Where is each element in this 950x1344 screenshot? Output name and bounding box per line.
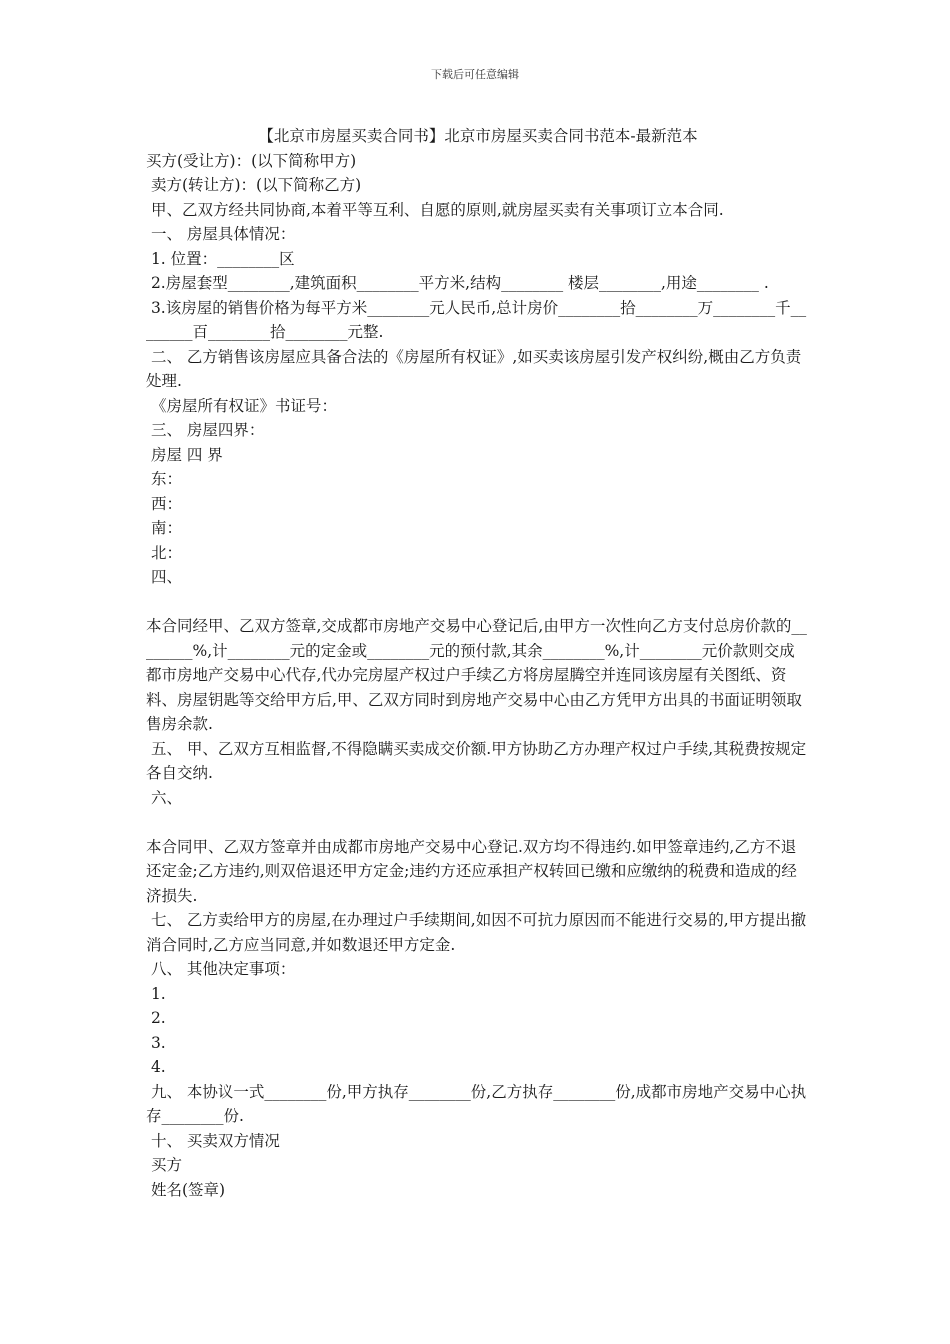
contract-line: 4. <box>146 1058 166 1076</box>
contract-line: 3. <box>146 1033 166 1052</box>
blank-line <box>146 810 810 835</box>
contract-line: 六、 <box>146 788 182 807</box>
contract-line: 西： <box>146 494 182 513</box>
contract-line: 1. <box>146 984 166 1003</box>
contract-line: 北： <box>146 543 182 562</box>
contract-line: 买方 <box>146 1156 182 1174</box>
contract-line: 3.该房屋的销售价格为每平方米________元人民币,总计房价________拾________万________千________百________拾________元整. <box>146 298 807 341</box>
contract-line: 房屋 四 界 <box>146 445 223 464</box>
contract-line: 七、 乙方卖给甲方的房屋,在办理过户手续期间,如因不可抗力原因而不能进行交易的,甲方提出撤消合同时,乙方应当同意,并如数退还甲方定金. <box>146 911 807 954</box>
page-header: 下载后可任意编辑 <box>431 68 519 81</box>
contract-line: 三、 房屋四界： <box>146 421 265 439</box>
contract-line: 南： <box>146 519 182 537</box>
contract-body <box>146 124 810 1202</box>
contract-line: 甲、乙双方经共同协商,本着平等互利、自愿的原则,就房屋买卖有关事项订立本合同. <box>146 200 724 219</box>
contract-line: 十、 买卖双方情况 <box>146 1131 280 1150</box>
contract-line: 四、 <box>146 568 182 586</box>
contract-line: 五、 甲、乙双方互相监督,不得隐瞒买卖成交价额.甲方协助乙方办理产权过户手续,其税费按规定各自交纳. <box>146 739 807 782</box>
contract-line: 九、 本协议一式________份,甲方执存________份,乙方执存________份,成都市房地产交易中心执存________份. <box>146 1082 807 1125</box>
document-title: 【北京市房屋买卖合同书】北京市房屋买卖合同书范本-最新范本 <box>258 127 698 145</box>
contract-line: 本合同甲、乙双方签章并由成都市房地产交易中心登记.双方均不得违约.如甲签章违约,乙方不退还定金;乙方违约,则双倍退还甲方定金;违约方还应承担产权转回已缴和应缴纳的税费和造成的经济损失. <box>146 837 797 905</box>
contract-line: 卖方(转让方)：(以下简称乙方) <box>146 176 362 194</box>
contract-line: 2. <box>146 1009 166 1027</box>
contract-line: 《房屋所有权证》书证号： <box>146 396 337 415</box>
blank-line <box>146 590 810 615</box>
contract-line: 1. 位置：________区 <box>146 249 295 268</box>
contract-line: 八、 其他决定事项： <box>146 960 296 978</box>
contract-line: 本合同经甲、乙双方签章,交成都市房地产交易中心登记后,由甲方一次性向乙方支付总房价款的________%,计________元的定金或________元的预付款,其余________%,计________元价款则交成都市房地产交易中心代存,代办完房屋产权过户手续乙方将房屋腾空并连同该房屋有关图纸、资料、房屋钥匙等交给甲方后,甲、乙双方同时到房地产交易中心由乙方凭甲方出具的书面证明领取售房余款. <box>146 617 807 733</box>
contract-line: 东： <box>146 470 182 488</box>
contract-lines <box>146 149 810 1203</box>
contract-line: 姓名(签章) <box>146 1180 226 1199</box>
contract-line: 2.房屋套型________,建筑面积________平方米,结构________ 楼层________,用途________ . <box>146 274 769 292</box>
contract-line: 二、 乙方销售该房屋应具备合法的《房屋所有权证》,如买卖该房屋引发产权纠纷,概由乙方负责处理. <box>146 347 802 390</box>
contract-line: 一、 房屋具体情况： <box>146 225 296 243</box>
contract-line: 买方(受让方)：(以下简称甲方) <box>146 151 357 170</box>
